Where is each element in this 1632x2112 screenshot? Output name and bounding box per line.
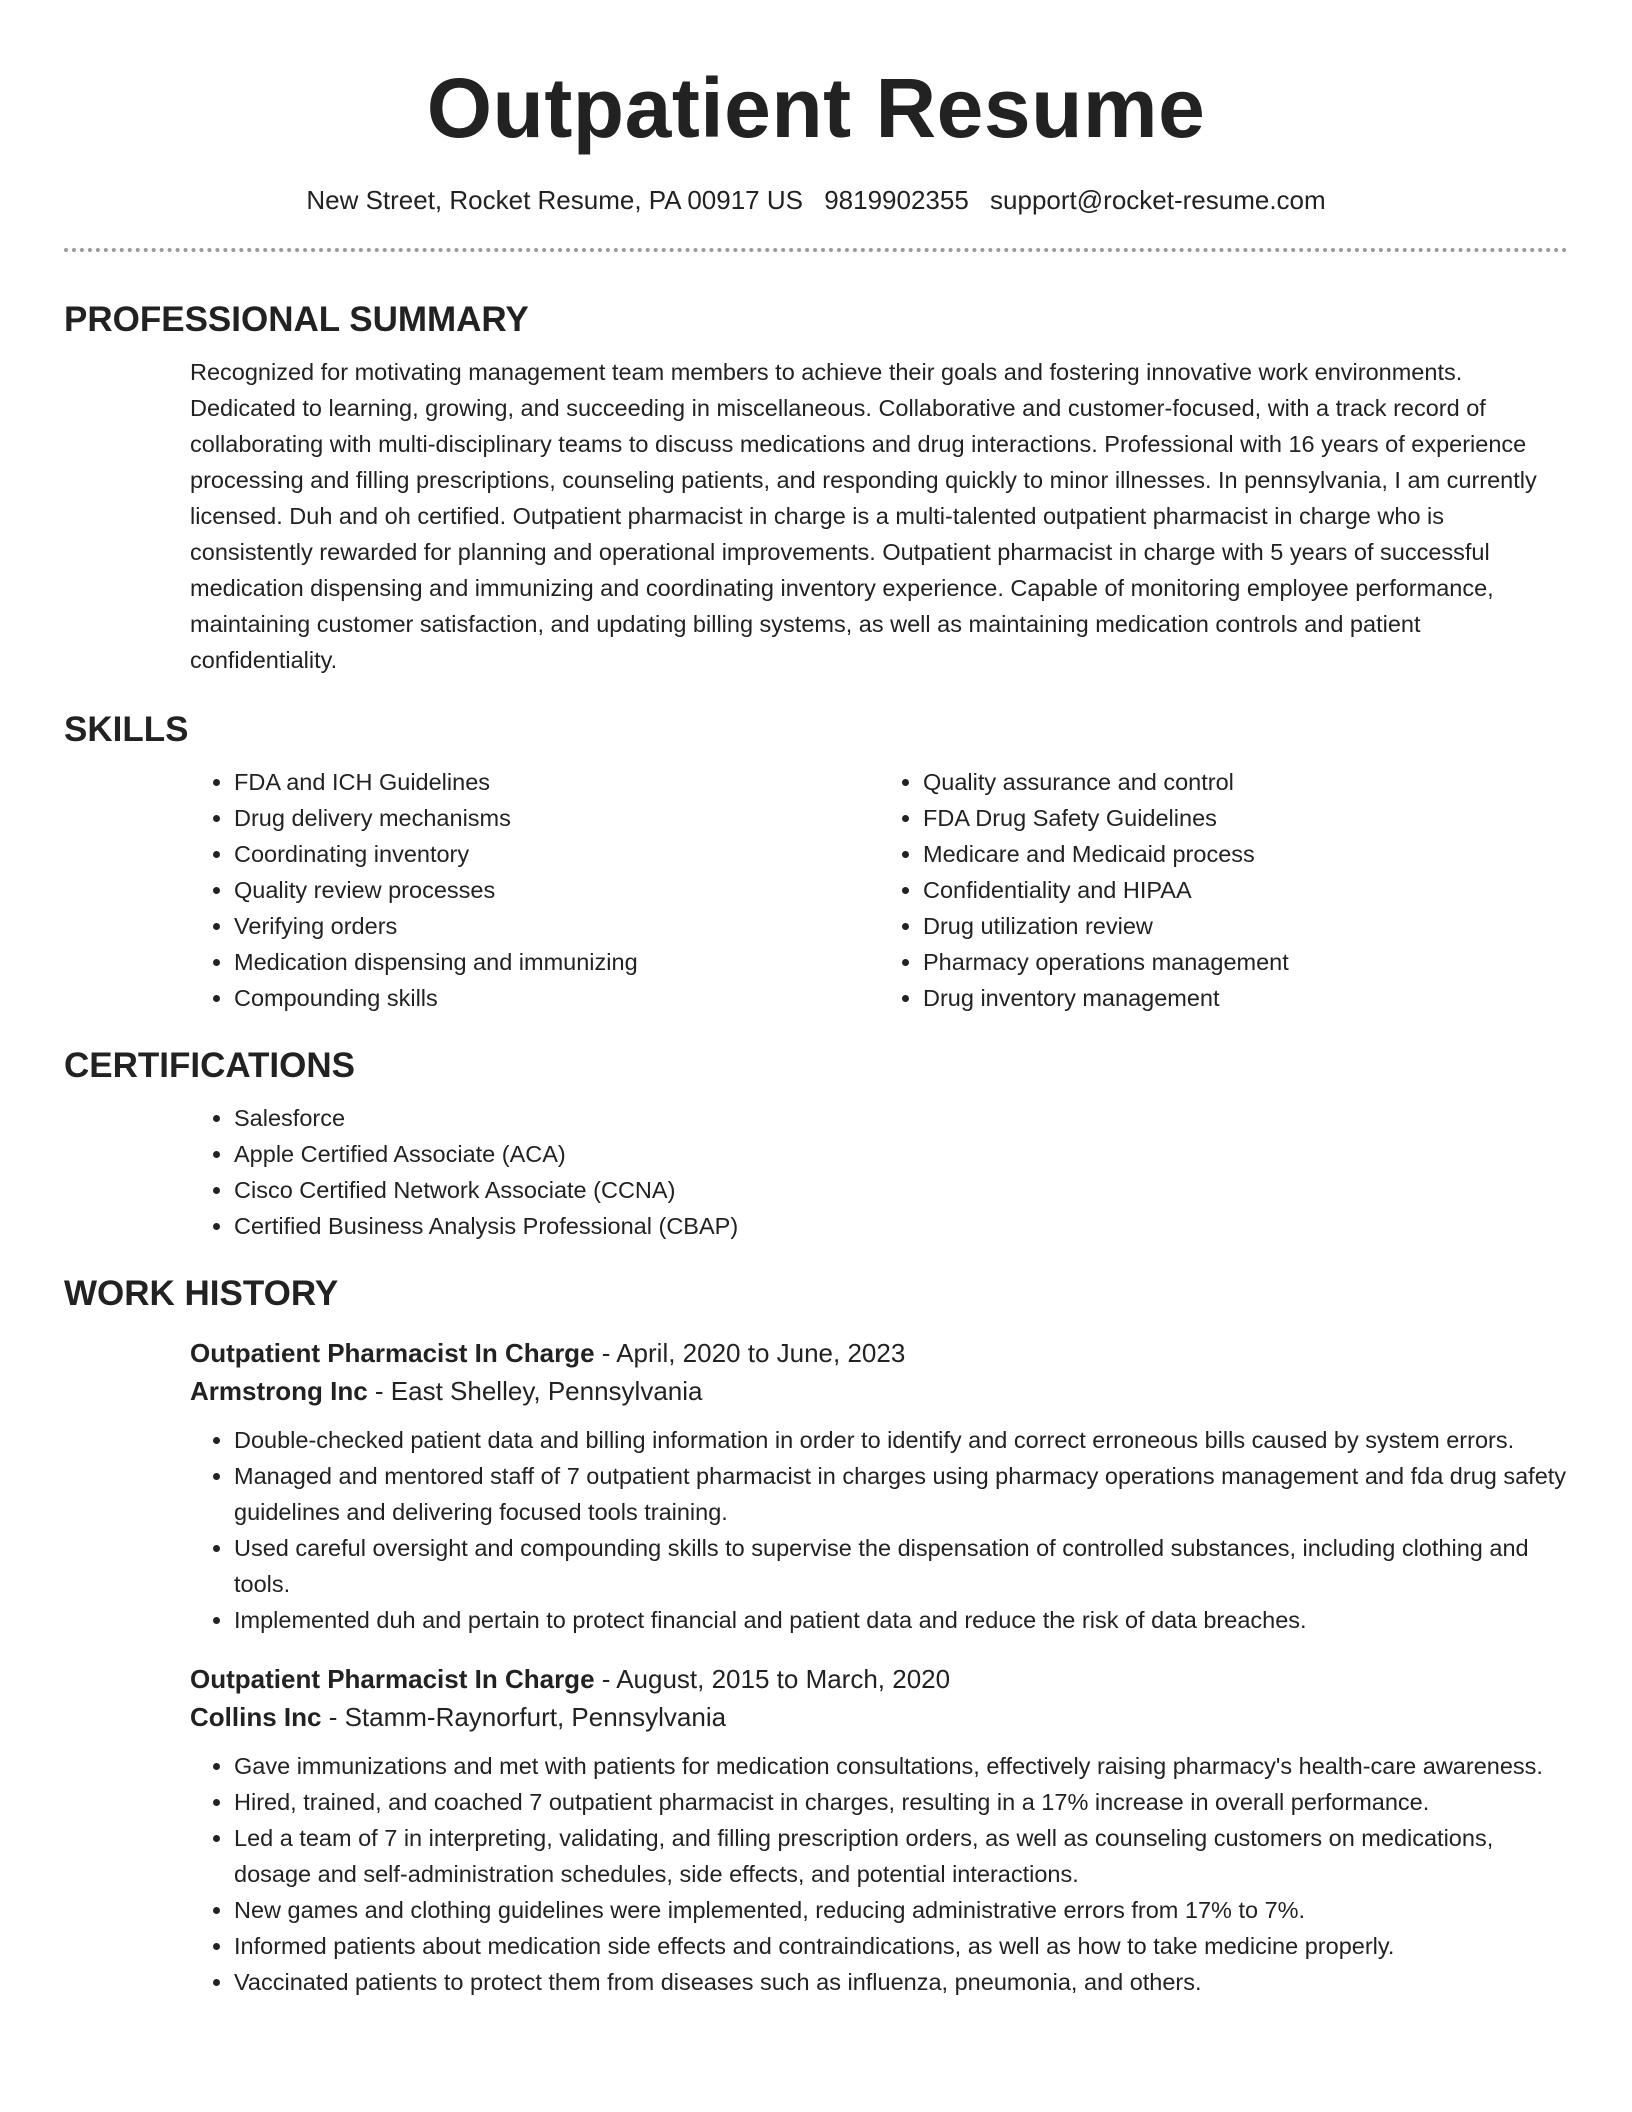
job-title-line <box>190 1334 1568 1372</box>
job-title-line <box>190 1660 1568 1698</box>
work-history-section <box>64 1272 1568 2000</box>
job-dates: - April, 2020 to June, 2023 <box>594 1338 906 1368</box>
summary-heading: PROFESSIONAL SUMMARY <box>64 300 529 339</box>
resume-page <box>64 0 1568 2000</box>
job-bullet: • Vaccinated patients to protect them from diseases such as influenza, pneumonia, and others. <box>234 1964 1568 2000</box>
skills-list-right <box>879 764 1568 1016</box>
job-bullet: • Hired, trained, and coached 7 outpatient pharmacist in charges, resulting in a 17% increase in overall performance. <box>234 1784 1568 1820</box>
job-dates: - August, 2015 to March, 2020 <box>594 1664 951 1694</box>
certifications-heading: CERTIFICATIONS <box>64 1046 356 1085</box>
skill-item: • Coordinating inventory <box>234 836 879 872</box>
job-location: - East Shelley, Pennsylvania <box>367 1376 703 1406</box>
skill-item: • FDA Drug Safety Guidelines <box>923 800 1568 836</box>
skill-item: • Compounding skills <box>234 980 879 1016</box>
job-company: Armstrong Inc <box>190 1376 368 1406</box>
job-bullets <box>190 1422 1568 1638</box>
contact-address: New Street, Rocket Resume, PA 00917 US <box>306 185 803 215</box>
skills-list-left <box>190 764 879 1016</box>
job-bullet: • Gave immunizations and met with patients for medication consultations, effectively raising pharmacy's health-care awareness. <box>234 1748 1568 1784</box>
skill-item: • Verifying orders <box>234 908 879 944</box>
contact-email: support@rocket-resume.com <box>990 185 1326 215</box>
certifications-list <box>190 1100 1568 1244</box>
job-title: Outpatient Pharmacist In Charge <box>190 1338 595 1368</box>
skill-item: • Medicare and Medicaid process <box>923 836 1568 872</box>
job-bullet: • Led a team of 7 in interpreting, validating, and filling prescription orders, as well as counseling customers on medications, dosage and self-administration schedules, side effects, and potential interactions. <box>234 1820 1568 1892</box>
job-entry <box>190 1334 1568 1638</box>
contact-phone: 9819902355 <box>824 185 969 215</box>
job-bullet: • Managed and mentored staff of 7 outpatient pharmacist in charges using pharmacy operations management and fda drug safety guidelines and delivering focused tools training. <box>234 1458 1568 1530</box>
job-bullet: • New games and clothing guidelines were implemented, reducing administrative errors from 17% to 7%. <box>234 1892 1568 1928</box>
summary-section <box>64 298 1568 678</box>
header-divider <box>64 248 1568 252</box>
resume-header <box>64 58 1568 252</box>
skill-item: • FDA and ICH Guidelines <box>234 764 879 800</box>
skill-item: • Medication dispensing and immunizing <box>234 944 879 980</box>
job-company: Collins Inc <box>190 1702 322 1732</box>
job-location: - Stamm-Raynorfurt, Pennsylvania <box>321 1702 727 1732</box>
certification-item: • Apple Certified Associate (ACA) <box>234 1136 1568 1172</box>
job-entry <box>190 1660 1568 2000</box>
certification-item: • Certified Business Analysis Professional (CBAP) <box>234 1208 1568 1244</box>
certification-item: • Salesforce <box>234 1100 1568 1136</box>
work-history-heading: WORK HISTORY <box>64 1274 339 1313</box>
job-bullet: • Used careful oversight and compounding skills to supervise the dispensation of controlled substances, including clothing and tools. <box>234 1530 1568 1602</box>
skill-item: • Quality review processes <box>234 872 879 908</box>
job-bullet: • Informed patients about medication side effects and contraindications, as well as how to take medicine properly. <box>234 1928 1568 1964</box>
skill-item: • Quality assurance and control <box>923 764 1568 800</box>
skill-item: • Pharmacy operations management <box>923 944 1568 980</box>
summary-text: Recognized for motivating management team members to achieve their goals and fostering innovative work environments. Dedicated to learning, growing, and succeeding in miscellaneous. Collaborative and customer-focused, with a track record of collaborating with multi-disciplinary teams to discuss medications and drug interactions. Professional with 16 years of experience processing and filling prescriptions, counseling patients, and responding quickly to minor illnesses. In pennsylvania, I am currently licensed. Duh and oh certified. Outpatient pharmacist in charge is a multi-talented outpatient pharmacist in charge who is consistently rewarded for planning and operational improvements. Outpatient pharmacist in charge with 5 years of successful medication dispensing and immunizing and coordinating inventory experience. Capable of monitoring employee performance, maintaining customer satisfaction, and updating billing systems, as well as maintaining medication controls and patient confidentiality. <box>190 359 1537 673</box>
job-company-line <box>190 1372 1568 1410</box>
certification-item: • Cisco Certified Network Associate (CCNA) <box>234 1172 1568 1208</box>
job-title: Outpatient Pharmacist In Charge <box>190 1664 595 1694</box>
skill-item: • Drug delivery mechanisms <box>234 800 879 836</box>
contact-line <box>64 184 1568 216</box>
job-bullet: • Implemented duh and pertain to protect financial and patient data and reduce the risk of data breaches. <box>234 1602 1568 1638</box>
certifications-section <box>64 1044 1568 1244</box>
skill-item: • Confidentiality and HIPAA <box>923 872 1568 908</box>
skills-grid <box>190 764 1568 1016</box>
skill-item: • Drug inventory management <box>923 980 1568 1016</box>
job-bullets <box>190 1748 1568 2000</box>
skills-section <box>64 708 1568 1016</box>
candidate-name: Outpatient Resume <box>426 61 1206 155</box>
skills-heading: SKILLS <box>64 710 189 749</box>
job-bullet: • Double-checked patient data and billing information in order to identify and correct erroneous bills caused by system errors. <box>234 1422 1568 1458</box>
skill-item: • Drug utilization review <box>923 908 1568 944</box>
job-company-line <box>190 1698 1568 1736</box>
